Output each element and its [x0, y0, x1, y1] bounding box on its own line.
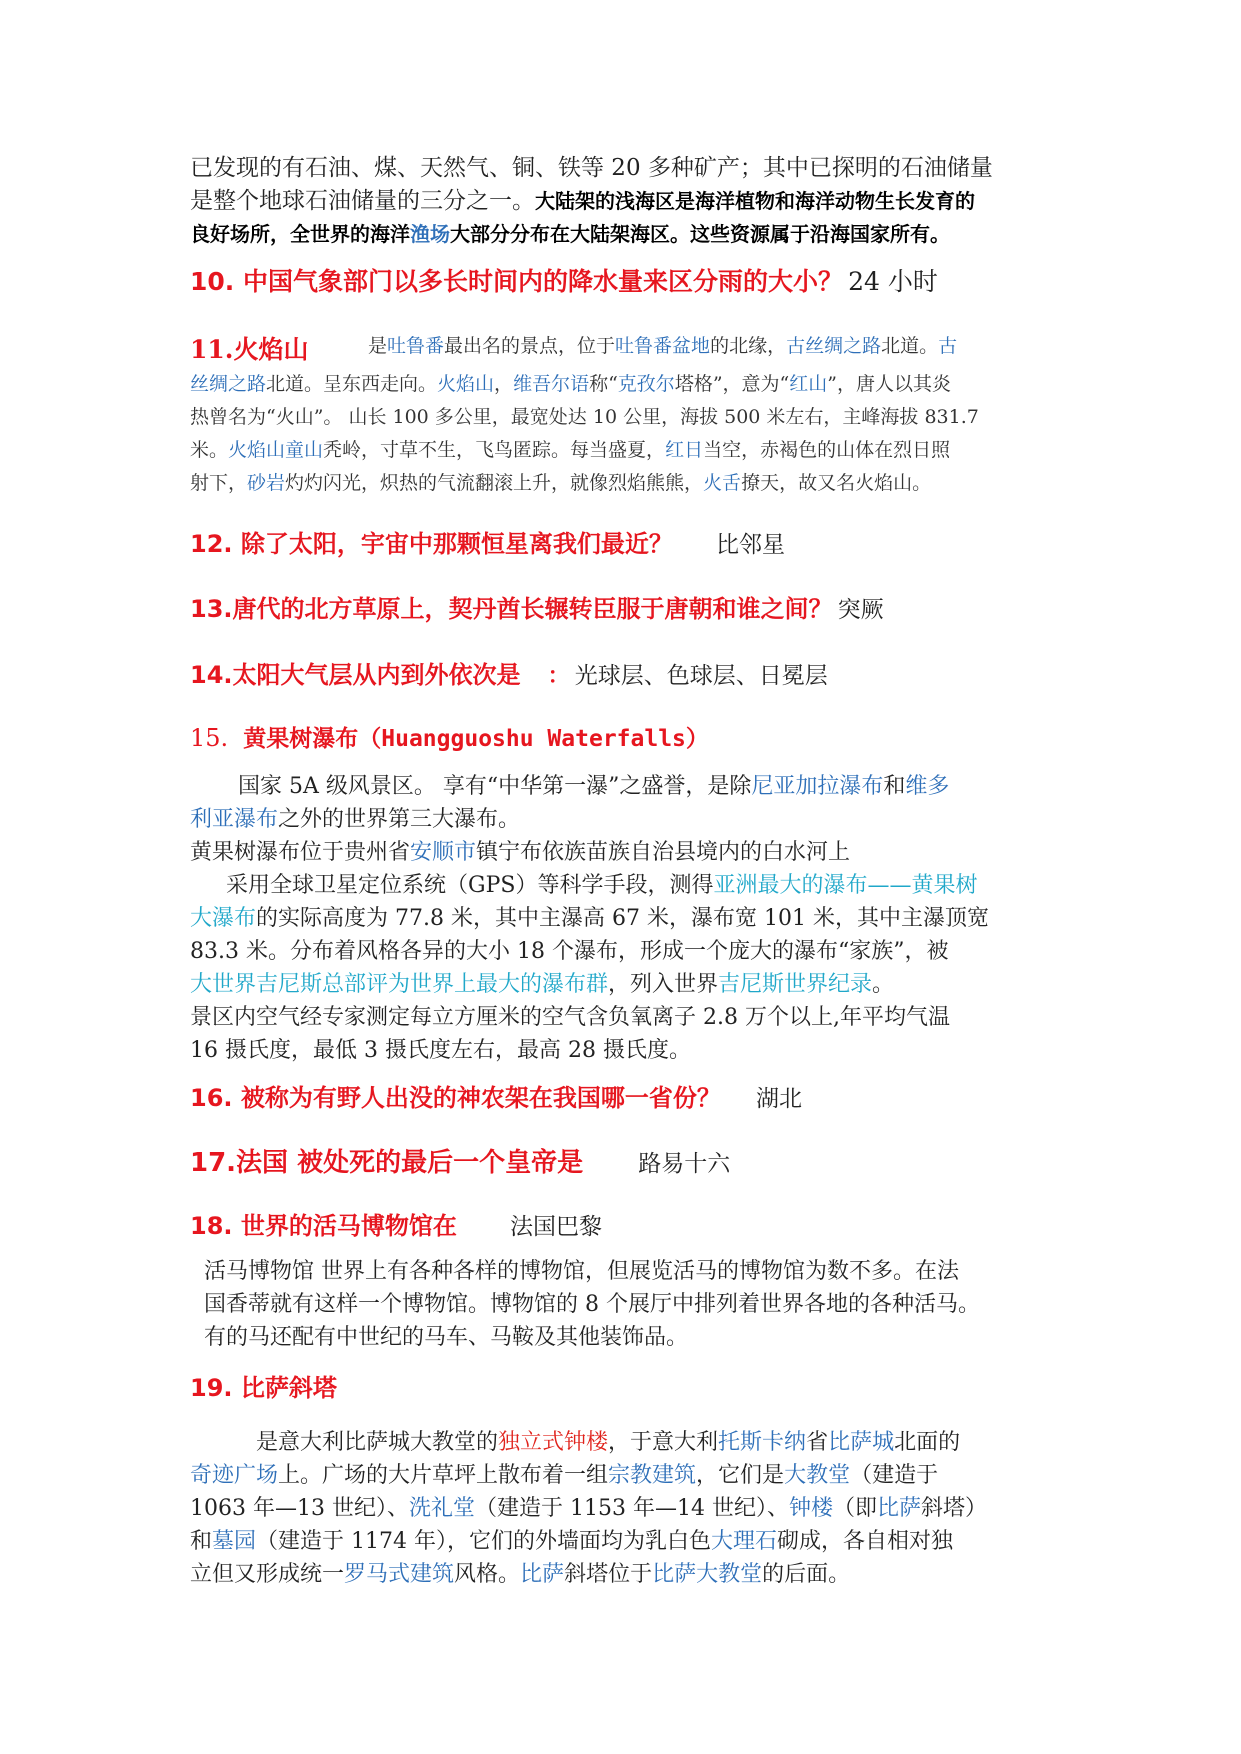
question-17-text: 17.法国 被处死的最后一个皇帝是 [190, 1148, 584, 1178]
link-yuchang[interactable]: 渔场 [410, 222, 450, 246]
question-17 [190, 1142, 730, 1179]
link-hongshan[interactable]: 红山 [789, 373, 828, 395]
question-16-answer: 湖北 [755, 1086, 802, 1112]
link-pisa[interactable]: 比萨 [877, 1496, 922, 1521]
question-19 [190, 1368, 337, 1403]
link-victoria-2[interactable]: 利亚瀑布 [190, 807, 279, 832]
link-pisa-2[interactable]: 比萨 [520, 1562, 565, 1587]
question-19-text: 19. 比萨斜塔 [190, 1374, 337, 1402]
question-14: 14.太阳大气层从内到外依次是 ： 光球层、色球层、日冕层 [190, 661, 828, 689]
question-18-body: 活马博物馆 世界上有各种各样的博物馆，但展览活马的博物馆为数不多。在法 国香蒂就有这样一个博物馆。博物馆的 8 个展厅中排列着世界各地的各种活马。 有的马还配有中世纪的马车、马鞍及其他装饰品。 [204, 1259, 980, 1350]
question-18 [190, 1206, 602, 1241]
link-pisa-cathedral[interactable]: 比萨大教堂 [652, 1562, 763, 1587]
link-huoyanshan[interactable]: 火焰山 [437, 373, 495, 395]
question-10 [190, 262, 938, 298]
link-guinness-record[interactable]: 吉尼斯世界纪录 [718, 972, 873, 997]
link-hongri[interactable]: 红日 [665, 439, 704, 461]
link-tongshan[interactable]: 童山 [285, 439, 324, 461]
link-victoria-1[interactable]: 维多 [905, 774, 950, 799]
link-guinness-hq[interactable]: 大世界吉尼斯总部评为世界上最大的瀑布群 [190, 972, 609, 997]
link-anshun[interactable]: 安顺市 [410, 840, 477, 865]
link-cemetery[interactable]: 墓园 [212, 1529, 257, 1554]
link-tuscany[interactable]: 托斯卡纳 [718, 1430, 807, 1455]
question-19-body: 是意大利比萨城大教堂的独立式钟楼，于意大利托斯卡纳省比萨城北面的 奇迹广场上。广场的大片草坪上散布着一组宗教建筑，它们是大教堂（建造于 1063 年—13 世纪）、洗礼堂（建造于 1153 年—14 世纪）、钟楼（即比萨斜塔） 和墓园（建造于 1174 年），它们的外墙面均为乳白色大理石砌成，各自相对独 立但又形成统一罗马式建筑风格。比萨斜塔位于比萨大教堂的后面。 [190, 1430, 988, 1587]
intro-line-3a: 良好场所，全世界的海洋 [190, 222, 410, 246]
link-romanesque[interactable]: 罗马式建筑 [344, 1562, 455, 1587]
link-niagara[interactable]: 尼亚加拉瀑布 [751, 774, 884, 799]
question-14-answer: 光球层、色球层、日冕层 [574, 663, 828, 689]
intro-line-3b: 大部分分布在大陆架海区。这些资源属于沿海国家所有。 [450, 222, 950, 246]
link-huoyanshan-2[interactable]: 火焰山 [228, 439, 286, 461]
intro-line-1: 已发现的有石油、煤、天然气、铜、铁等 20 多种矿产；其中已探明的石油储量 [190, 155, 993, 181]
question-13 [190, 589, 884, 624]
question-11-title: 11.火焰山 [190, 335, 309, 364]
question-13-text: 13.唐代的北方草原上，契丹酋长辗转臣服于唐朝和谁之间？ [190, 595, 833, 623]
link-asia-largest[interactable]: 亚洲最大的瀑布——黄果树 [713, 873, 978, 898]
link-gusichou[interactable]: 古丝绸之路 [786, 335, 882, 357]
question-15-title: 黄果树瀑布（Huangguoshu Waterfalls） [243, 726, 709, 752]
link-sichou[interactable]: 丝绸之路 [190, 373, 267, 395]
question-10-answer: 24 小时 [848, 267, 938, 296]
intro-line-2a: 是整个地球石油储量的三分之一。 [190, 188, 535, 214]
link-tulufan-pendi[interactable]: 吐鲁番盆地 [615, 335, 711, 357]
question-13-answer: 突厥 [837, 597, 884, 623]
link-baptistery[interactable]: 洗礼堂 [408, 1496, 475, 1521]
question-12-text: 12. 除了太阳，宇宙中那颗恒星离我们最近？ [190, 530, 673, 558]
link-pisa-city[interactable]: 比萨城 [828, 1430, 895, 1455]
link-religious-buildings[interactable]: 宗教建筑 [608, 1463, 697, 1488]
link-marble[interactable]: 大理石 [711, 1529, 778, 1554]
question-15: 15. 黄果树瀑布（Huangguoshu Waterfalls） [190, 724, 709, 752]
question-15-body: 国家 5A 级风景区。 享有“中华第一瀑”之盛誉，是除尼亚加拉瀑布和维多 利亚瀑布之外的世界第三大瀑布。 黄果树瀑布位于贵州省安顺市镇宁布依族苗族自治县境内的白水河上 采用全球卫星定位系统（GPS）等科学手段，测得亚洲最大的瀑布——黄果树 大瀑布的实际高度为 77.8 米，其中主瀑高 67 米，瀑布宽 101 米，其中主瀑顶宽 83.3 米。分布着风格各异的大小 18 个瀑布，形成一个庞大的瀑布“家族”，被 大世界吉尼斯总部评为世界上最大的瀑布群，列入世界吉尼斯世界纪录。 景区内空气经专家测定每立方厘米的空气含负氧离子 2.8 万个以上,年平均气温 16 摄氏度，最低 3 摄氏度左右，最高 28 摄氏度。 [190, 774, 989, 1063]
link-weiwuer[interactable]: 维吾尔语 [513, 373, 590, 395]
link-kezier[interactable]: 克孜尔 [617, 373, 675, 395]
intro-line-2b: 大陆架的浅海区是海洋植物和海洋动物生长发育的 [535, 189, 975, 213]
link-huoshe[interactable]: 火舌 [703, 472, 742, 494]
link-miracle-square[interactable]: 奇迹广场 [190, 1463, 279, 1488]
question-18-answer: 法国巴黎 [509, 1214, 602, 1240]
question-16 [190, 1078, 802, 1113]
link-tulufan[interactable]: 吐鲁番 [387, 335, 445, 357]
link-duli-zhonglou[interactable]: 独立式钟楼 [498, 1430, 609, 1455]
link-shayan[interactable]: 砂岩 [247, 472, 286, 494]
link-bell-tower[interactable]: 钟楼 [788, 1496, 833, 1521]
question-16-text: 16. 被称为有野人出没的神农架在我国哪一省份？ [190, 1084, 721, 1112]
link-gu[interactable]: 古 [938, 335, 958, 357]
question-12 [190, 524, 785, 559]
question-11-body: 是吐鲁番最出名的景点，位于吐鲁番盆地的北缘，古丝绸之路北道。古 丝绸之路北道。呈东西走向。火焰山，维吾尔语称“克孜尔塔格”，意为“红山”，唐人以其炎 热曾名为“火山”。 山长 100 多公里，最宽处达 10 公里，海拔 500 米左右，主峰海拔 831.7 米。火焰山童山秃岭，寸草不生，飞鸟匿踪。每当盛夏，红日当空，赤褐色的山体在烈日照 射下，砂岩灼灼闪光，炽热的气流翻滚上升，就像烈焰熊熊，火舌撩天，故又名火焰山。 [190, 335, 979, 494]
question-18-text: 18. 世界的活马博物馆在 [190, 1212, 457, 1240]
question-14-text: 14.太阳大气层从内到外依次是 [190, 661, 521, 689]
link-dapubu[interactable]: 大瀑布 [190, 906, 257, 931]
link-cathedral[interactable]: 大教堂 [784, 1463, 851, 1488]
question-17-answer: 路易十六 [638, 1151, 731, 1177]
intro-paragraph [190, 152, 1070, 251]
question-10-text: 10. 中国气象部门以多长时间内的降水量来区分雨的大小？ [190, 267, 843, 296]
question-12-answer: 比邻星 [715, 532, 785, 558]
